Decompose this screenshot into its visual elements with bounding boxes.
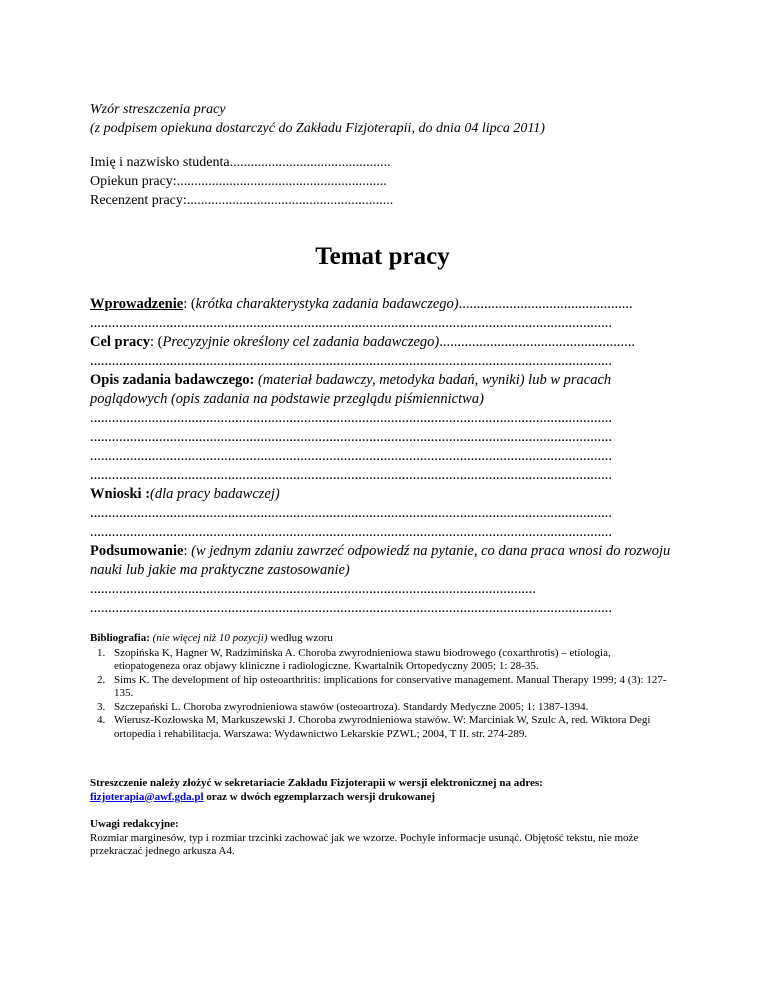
conclusions-dotline-2: ................................................................................................................................................ [90, 524, 612, 540]
intro-hint: krótka charakterystyka zadania badawczego) [195, 296, 459, 312]
supervisor-field: Opiekun pracy:............................................................ [90, 174, 387, 189]
student-name-field: Imię i nazwisko studenta.............................................. [90, 155, 391, 170]
aim-sep: : ( [150, 334, 163, 350]
desc-dotline-3: ................................................................................................................................................ [90, 448, 612, 464]
header-line-2: (z podpisem opiekuna dostarczyć do Zakładu Fizjoterapii, do dnia 04 lipca 2011) [90, 121, 545, 136]
aim-section [90, 333, 675, 352]
submission-note-text-2: oraz w dwóch egzemplarzach wersji drukowanej [203, 790, 436, 803]
bibliography-hint: (nie więcej niż 10 pozycji) [149, 632, 268, 644]
bibliography-list [90, 647, 675, 742]
remarks-text: Rozmiar marginesów, typ i rozmiar trzcinki zachować jak we wzorze. Pochyłe informacje usunąć. Objętość tekstu, nie może przekraczać jednego arkusza A4. [90, 831, 639, 857]
desc-dotline-4: ................................................................................................................................................ [90, 467, 612, 483]
summary-hint: (w jednym zdaniu zawrzeć odpowiedź na pytanie, co dana praca wnosi do rozwoju nauki lub jakie ma praktyczne zastosowanie) [90, 543, 671, 578]
summary-dotline-short: ........................................................................................................................... [90, 581, 536, 597]
summary-section [90, 542, 675, 580]
student-fields [90, 153, 675, 210]
aim-hint: Precyzyjnie określony cel zadania badawczego) [162, 334, 440, 350]
conclusions-title: Wnioski : [90, 486, 151, 502]
intro-dotline: ................................................................................................................................................ [90, 315, 612, 331]
intro-dots: ................................................ [458, 296, 633, 312]
conclusions-dotline-1: ................................................................................................................................................ [90, 505, 612, 521]
bibliography-item: 4. Wierusz-Kozłowska M, Markuszewski J. Choroba zwyrodnieniowa stawów. W: Marciniak W, Szulc A, red. Wiktora Degi ortopedia i rehabilitacja. Warszawa: Wydawnictwo Lekarskie PZWL; 2004, T II. str. 274-289. [108, 714, 675, 741]
desc-dotline-2: ................................................................................................................................................ [90, 429, 612, 445]
bibliography-suffix: według wzoru [267, 632, 333, 644]
remarks-title: Uwagi redakcyjne: [90, 818, 179, 830]
aim-dotline: ................................................................................................................................................ [90, 353, 612, 369]
summary-title: Podsumowanie [90, 543, 184, 559]
summary-dotline: ................................................................................................................................................ [90, 600, 612, 616]
conclusions-hint: (dla pracy badawczej) [150, 486, 280, 502]
desc-title: Opis zadania badawczego: [90, 372, 255, 388]
summary-sep: : [183, 543, 192, 559]
page-title: Temat pracy [315, 243, 450, 270]
editorial-remarks [90, 818, 675, 859]
bibliography [90, 632, 675, 741]
bibliography-item: 2. Sims K. The development of hip osteoarthritis: implications for conservative management. Manual Therapy 1999; 4 (3): 127-135. [108, 674, 675, 701]
desc-dotline-1: ................................................................................................................................................ [90, 410, 612, 426]
document-page [90, 100, 675, 859]
submission-note [90, 777, 675, 804]
bibliography-item: 1. Szopińska K, Hagner W, Radzimińska A. Choroba zwyrodnieniowa stawu biodrowego (coxarthrotis) – etiologia, etiopatogeneza oraz objawy kliniczne i radiologiczne. Kwartalnik Ortopedyczny 2005; 1: 28-35. [108, 647, 675, 674]
bibliography-title: Bibliografia: [90, 632, 150, 644]
desc-section [90, 371, 675, 409]
aim-dots: ...................................................... [439, 334, 635, 350]
form-header [90, 100, 675, 138]
aim-title: Cel pracy [90, 334, 150, 350]
reviewer-field: Recenzent pracy:........................................................... [90, 193, 394, 208]
intro-section [90, 295, 675, 314]
email-link[interactable]: fizjoterapia@awf.gda.pl [90, 790, 204, 803]
submission-note-text: Streszczenie należy złożyć w sekretariacie Zakładu Fizjoterapii w wersji elektronicznej na adres: [90, 777, 543, 789]
header-line-1: Wzór streszczenia pracy [90, 102, 226, 117]
bibliography-item: 3. Szczepański L. Choroba zwyrodnieniowa stawów (osteoartroza). Standardy Medyczne 2005; 1: 1387-1394. [108, 701, 675, 715]
abstract-sections [90, 295, 675, 618]
intro-sep: : ( [183, 296, 196, 312]
conclusions-section [90, 485, 675, 504]
intro-title: Wprowadzenie [90, 296, 184, 312]
desc-hint: (materiał badawczy, metodyka badań, wyniki) lub w pracach poglądowych (opis zadania na podstawie przeglądu piśmiennictwa) [90, 372, 612, 407]
